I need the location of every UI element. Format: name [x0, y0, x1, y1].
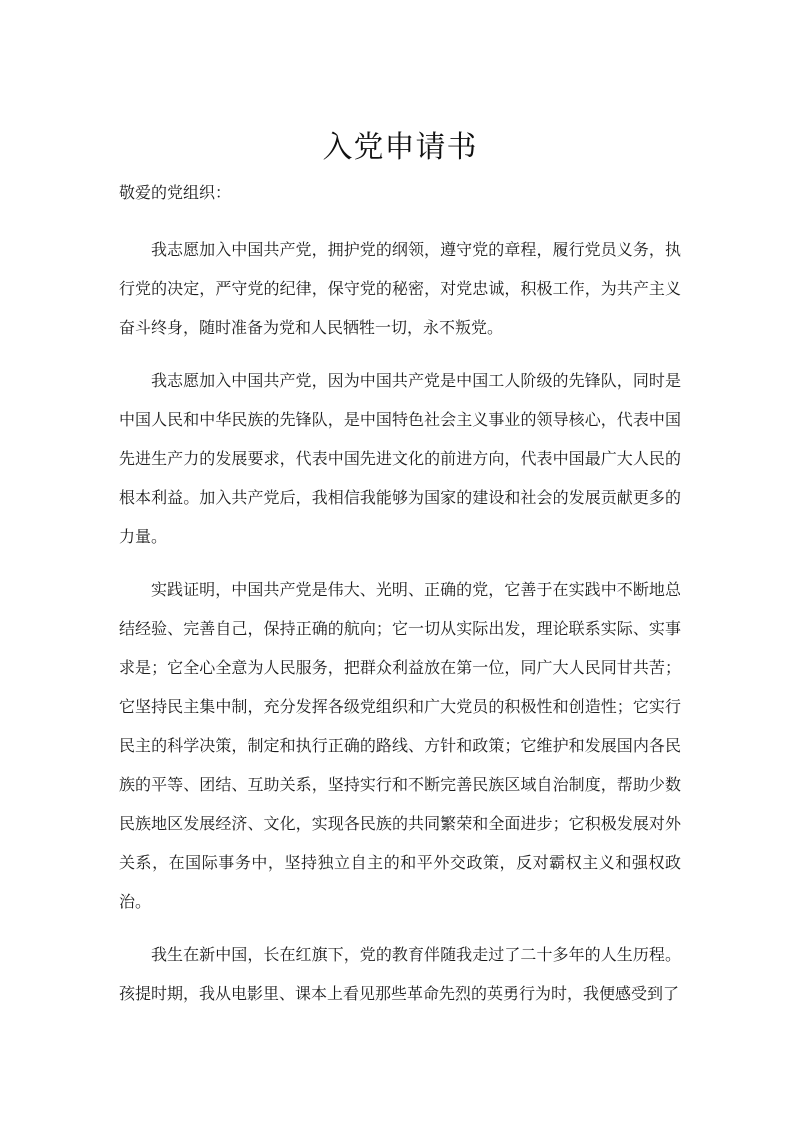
document-title: 入党申请书 — [322, 130, 478, 166]
salutation: 敬爱的党组织： — [119, 183, 232, 202]
document-body — [119, 178, 681, 1013]
paragraph-1: 我志愿加入中国共产党，拥护党的纲领，遵守党的章程，履行党员义务，执行党的决定，严守党的纪律，保守党的秘密，对党忠诚，积极工作，为共产主义奋斗终身，随时准备为党和人民牺牲一切，永不叛党。 — [119, 240, 681, 337]
paragraph-2: 我志愿加入中国共产党，因为中国共产党是中国工人阶级的先锋队，同时是中国人民和中华民族的先锋队，是中国特色社会主义事业的领导核心，代表中国先进生产力的发展要求，代表中国先进文化的前进方向，代表中国最广大人民的根本利益。加入共产党后，我相信我能够为国家的建设和社会的发展贡献更多的力量。 — [119, 371, 681, 546]
paragraph-4: 我生在新中国，长在红旗下，党的教育伴随我走过了二十多年的人生历程。孩提时期，我从电影里、课本上看见那些革命先烈的英勇行为时，我便感受到了 — [119, 945, 681, 1003]
paragraph-3: 实践证明，中国共产党是伟大、光明、正确的党，它善于在实践中不断地总结经验、完善自己，保持正确的航向；它一切从实际出发，理论联系实际、实事求是；它全心全意为人民服务，把群众利益放在第一位，同广大人民同甘共苦；它坚持民主集中制，充分发挥各级党组织和广大党员的积极性和创造性；它实行民主的科学决策，制定和执行正确的路线、方针和政策；它维护和发展国内各民族的平等、团结、互助关系，坚持实行和不断完善民族区域自治制度，帮助少数民族地区发展经济、文化，实现各民族的共同繁荣和全面进步；它积极发展对外关系，在国际事务中，坚持独立自主的和平外交政策，反对霸权主义和强权政治。 — [119, 580, 681, 911]
